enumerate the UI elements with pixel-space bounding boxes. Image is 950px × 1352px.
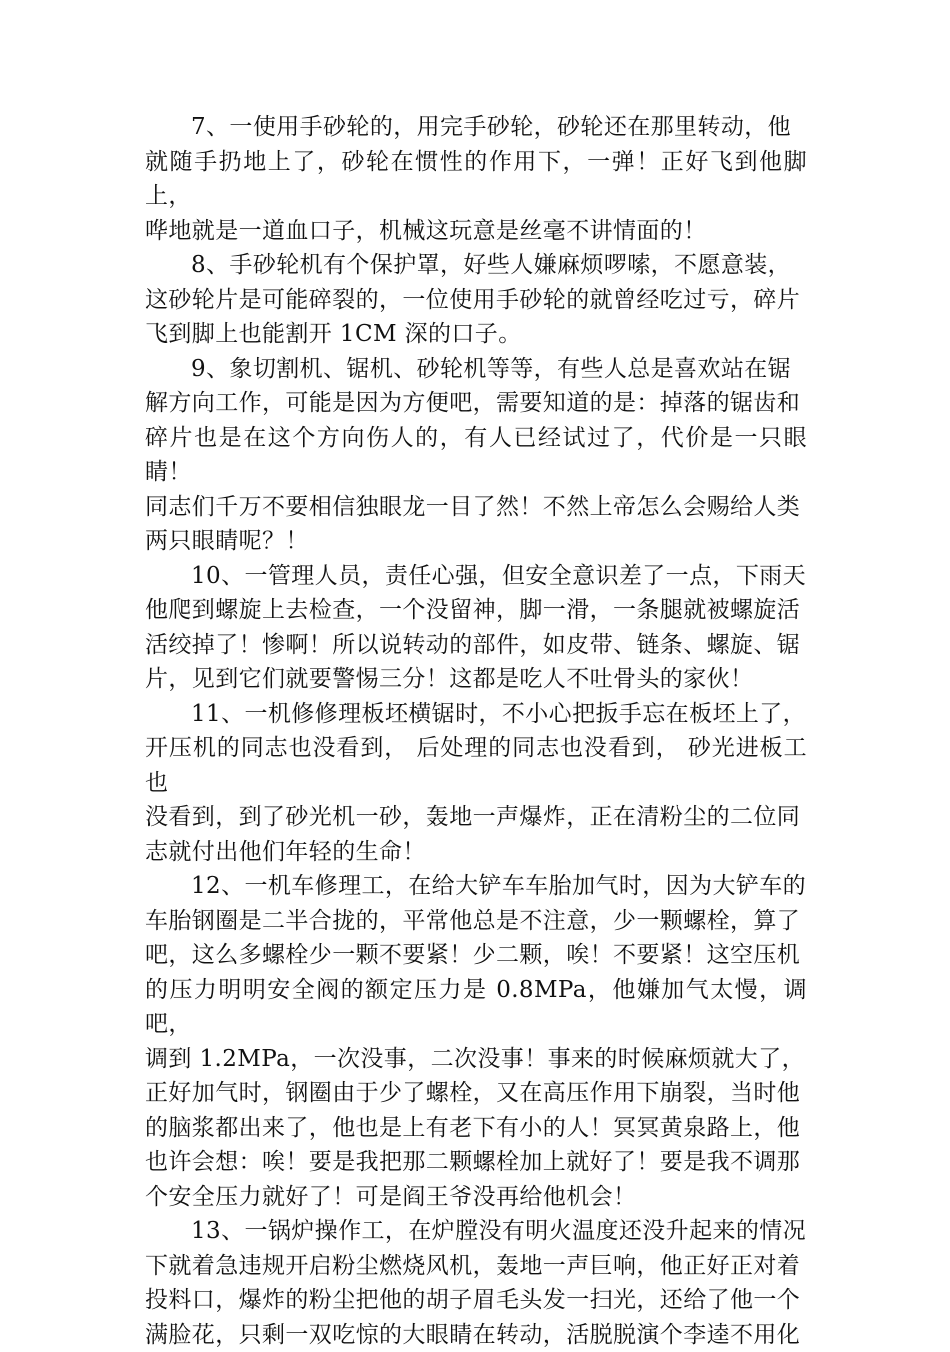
document-body	[145, 110, 807, 1352]
paragraph-12: 12、一机车修理工，在给大铲车车胎加气时，因为大铲车的 车胎钢圈是二半合拢的，平常他总是不注意，少一颗螺栓，算了 吧，这么多螺栓少一颗不要紧！少二颗，唉！不要紧！这空压机 的压力明明安全阀的额定压力是 0.8MPa，他嫌加气太慢，调吧， 调到 1.2MPa，一次没事，二次没事！事来的时候麻烦就大了， 正好加气时，钢圈由于少了螺栓，又在高压作用下崩裂，当时他 的脑浆都出来了，他也是上有老下有小的人！冥冥黄泉路上，他 也许会想：唉！要是我把那二颗螺栓加上就好了！要是我不调那 个安全压力就好了！可是阎王爷没再给他机会！	[145, 873, 807, 1210]
paragraph-7: 7、一使用手砂轮的，用完手砂轮，砂轮还在那里转动，他 就随手扔地上了，砂轮在惯性的作用下，一弹！正好飞到他脚上， 哗地就是一道血口子，机械这玩意是丝毫不讲情面的！	[145, 114, 807, 244]
paragraph-13: 13、一锅炉操作工，在炉膛没有明火温度还没升起来的情况 下就着急违规开启粉尘燃烧风机，轰地一声巨响，他正好正对着 投料口，爆炸的粉尘把他的胡子眉毛头发一扫光，还给了他一个 满脸花，只剩一双吃惊的大眼睛在转动，活脱脱演个李逵不用化	[145, 1218, 807, 1348]
paragraph-11: 11、一机修修理板坯横锯时，不小心把扳手忘在板坯上了， 开压机的同志也没看到， 后处理的同志也没看到， 砂光进板工也 没看到，到了砂光机一砂，轰地一声爆炸，正在清粉尘的二位同 志就付出他们年轻的生命！	[145, 700, 807, 865]
paragraph-8: 8、手砂轮机有个保护罩，好些人嫌麻烦啰嗦，不愿意装， 这砂轮片是可能碎裂的，一位使用手砂轮的就曾经吃过亏，碎片 飞到脚上也能割开 1CM 深的口子。	[145, 252, 801, 347]
paragraph-10: 10、一管理人员，责任心强，但安全意识差了一点，下雨天 他爬到螺旋上去检查，一个没留神，脚一滑，一条腿就被螺旋活 活绞掉了！惨啊！所以说转动的部件，如皮带、链条、螺旋、锯 片，见到它们就要警惕三分！这都是吃人不吐骨头的家伙！	[145, 562, 807, 692]
paragraph-9: 9、象切割机、锯机、砂轮机等等，有些人总是喜欢站在锯 解方向工作，可能是因为方便吧，需要知道的是：掉落的锯齿和 碎片也是在这个方向伤人的，有人已经试过了，代价是一只眼睛！ 同志们千万不要相信独眼龙一目了然！不然上帝怎么会赐给人类 两只眼睛呢？！	[145, 355, 807, 554]
